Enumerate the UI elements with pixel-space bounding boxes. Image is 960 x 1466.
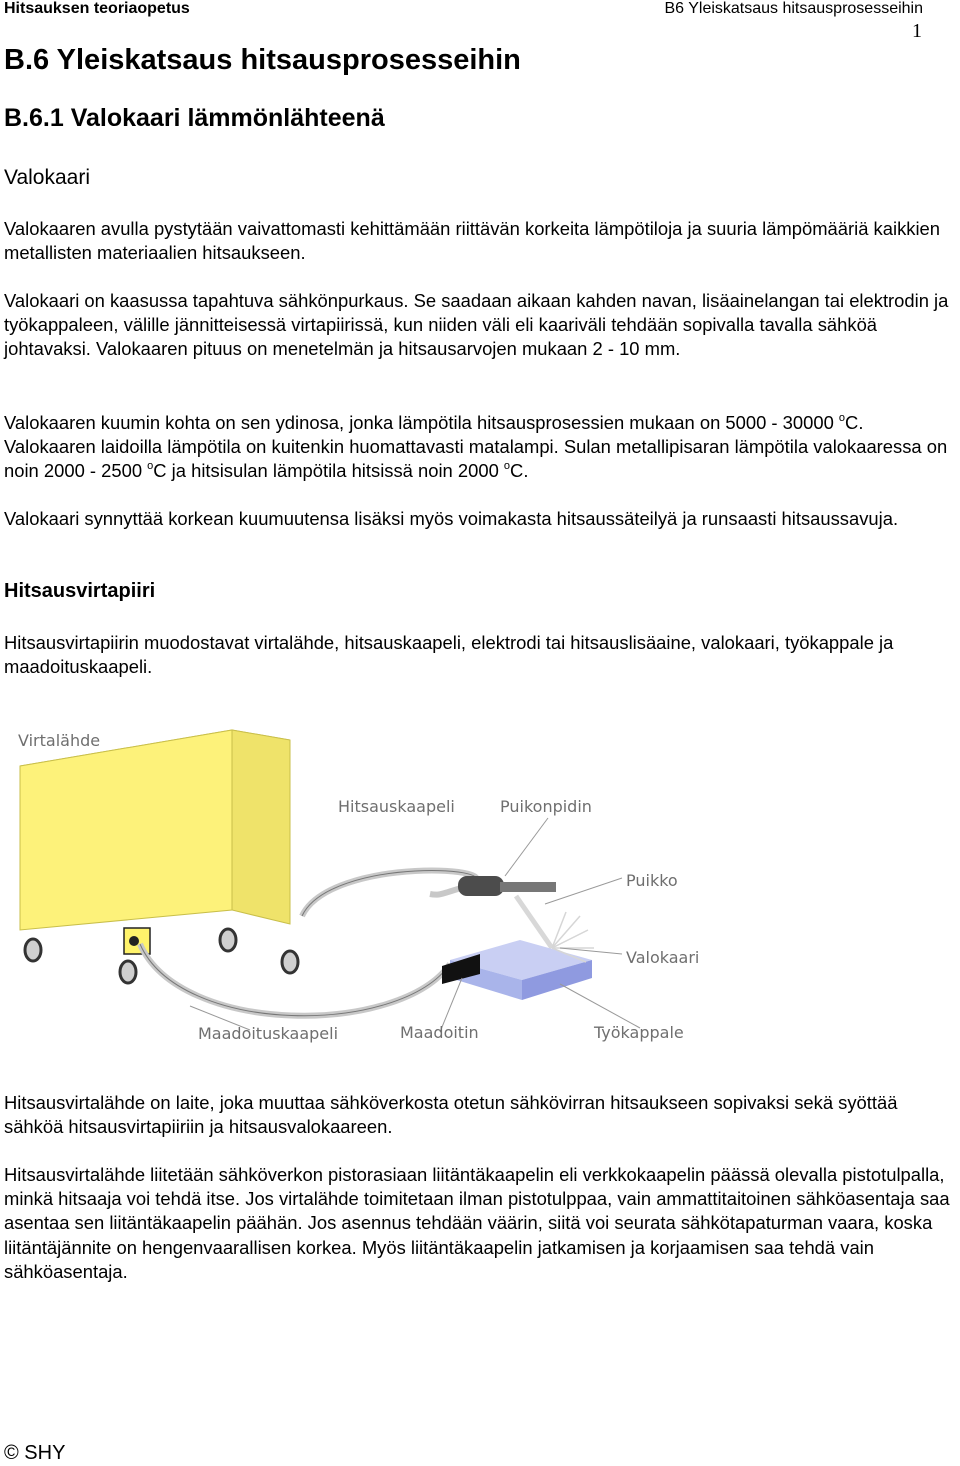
power-source-machine: [20, 730, 298, 983]
paragraph-3: [4, 411, 959, 484]
subsection-heading-hitsausvirtapiiri: Hitsausvirtapiiri: [4, 580, 156, 602]
label-maadoituskaapeli: Maadoituskaapeli: [198, 1024, 339, 1043]
label-valokaari: Valokaari: [626, 948, 700, 967]
paragraph-7: Hitsausvirtalähde liitetään sähköverkon pistorasiaan liitäntäkaapelin eli verkkokaapelin päässä olevalla pistotulpalla, minkä hitsaaja voi tehdä itse. Jos virtalähde toimitetaan ilman pistotulppaa, vain ammattitaitoinen sähköasentaja saa asentaa sen liitäntäkaapelin päähän. Jos asennus tehdään väärin, siitä voi seurata sähkötapaturman vaara, koska liitäntäjännite on hengenvaarallisen korkea. Myös liitäntäkaapelin jatkamisen ja korjaamisen saa tehdä vain sähköasentaja.: [4, 1164, 950, 1282]
degree-mark: o: [838, 412, 846, 424]
label-virtalahde: Virtalähde: [18, 731, 101, 750]
label-maadoitin: Maadoitin: [400, 1023, 479, 1042]
degree-mark: o: [503, 460, 511, 473]
label-puikko: Puikko: [626, 871, 678, 890]
header-right: B6 Yleiskatsaus hitsausprosesseihin: [664, 0, 923, 17]
footer-copyright: © SHY: [4, 1442, 66, 1464]
welding-cable: [302, 871, 477, 916]
paragraph-1: Valokaaren avulla pystytään vaivattomasti kehittämään riittävän korkeita lämpötiloja ja suuria lämpömääriä kaikkien metallisten materiaalien hitsaukseen.: [4, 218, 941, 264]
paragraph-3-part-a: Valokaaren kuumin kohta on sen ydinosa, jonka lämpötila hitsausprosessien mukaan on 5000 - 30000: [4, 412, 839, 433]
paragraph-4: Valokaari synnyttää korkean kuumuutensa lisäksi myös voimakasta hitsaussäteilyä ja runsaasti hitsaussavuja.: [4, 508, 899, 529]
label-puikonpidin: Puikonpidin: [500, 797, 592, 816]
subsection-heading-valokaari: Valokaari: [4, 166, 90, 189]
paragraph-3-part-c: C ja hitsisulan lämpötila hitsissä noin 2000: [153, 460, 504, 482]
paragraph-2: Valokaari on kaasussa tapahtuva sähkönpurkaus. Se saadaan aikaan kahden navan, lisäainelangan tai elektrodin ja työkappaleen, välille jännitteisessä virtapiirissä, kun niiden väli eli kaariväli tehdään sopivalla tavalla sähköä johtavaksi. Valokaaren pituus on menetelmän ja hitsausarvojen mukaan 2 - 10 mm.: [4, 290, 949, 360]
paragraph-3-part-d: C.: [510, 460, 529, 482]
header-left: Hitsauksen teoriaopetus: [4, 0, 190, 17]
page-title: B.6 Yleiskatsaus hitsausprosesseihin: [4, 44, 521, 76]
label-hitsauskaapeli: Hitsauskaapeli: [338, 797, 455, 816]
label-tyokappale: Työkappale: [594, 1023, 684, 1042]
section-heading: B.6.1 Valokaari lämmönlähteenä: [4, 104, 385, 132]
electrode-holder-neck: [500, 882, 556, 892]
electrode-holder: [458, 876, 504, 896]
paragraph-6: Hitsausvirtalähde on laite, joka muuttaa sähköverkosta otetun sähkövirran hitsaukseen sopivaksi sekä syöttää sähköä hitsausvirtapiiriin ja hitsausvalokaareen.: [4, 1092, 898, 1138]
machine-front: [20, 730, 232, 930]
paragraph-3-part-b: C. Valokaaren laidoilla lämpötila on kuitenkin huomattavasti matalampi. Sulan metallipisaran lämpötila valokaaressa on noin 2000 - 2500: [4, 412, 948, 482]
welding-circuit-diagram: [0, 716, 960, 1056]
paragraph-5: Hitsausvirtapiirin muodostavat virtalähde, hitsauskaapeli, elektrodi tai hitsauslisäaine, valokaari, työkappale ja maadoituskaapeli.: [4, 632, 894, 678]
degree-mark: o: [147, 460, 154, 473]
page-number: 1: [912, 20, 922, 42]
